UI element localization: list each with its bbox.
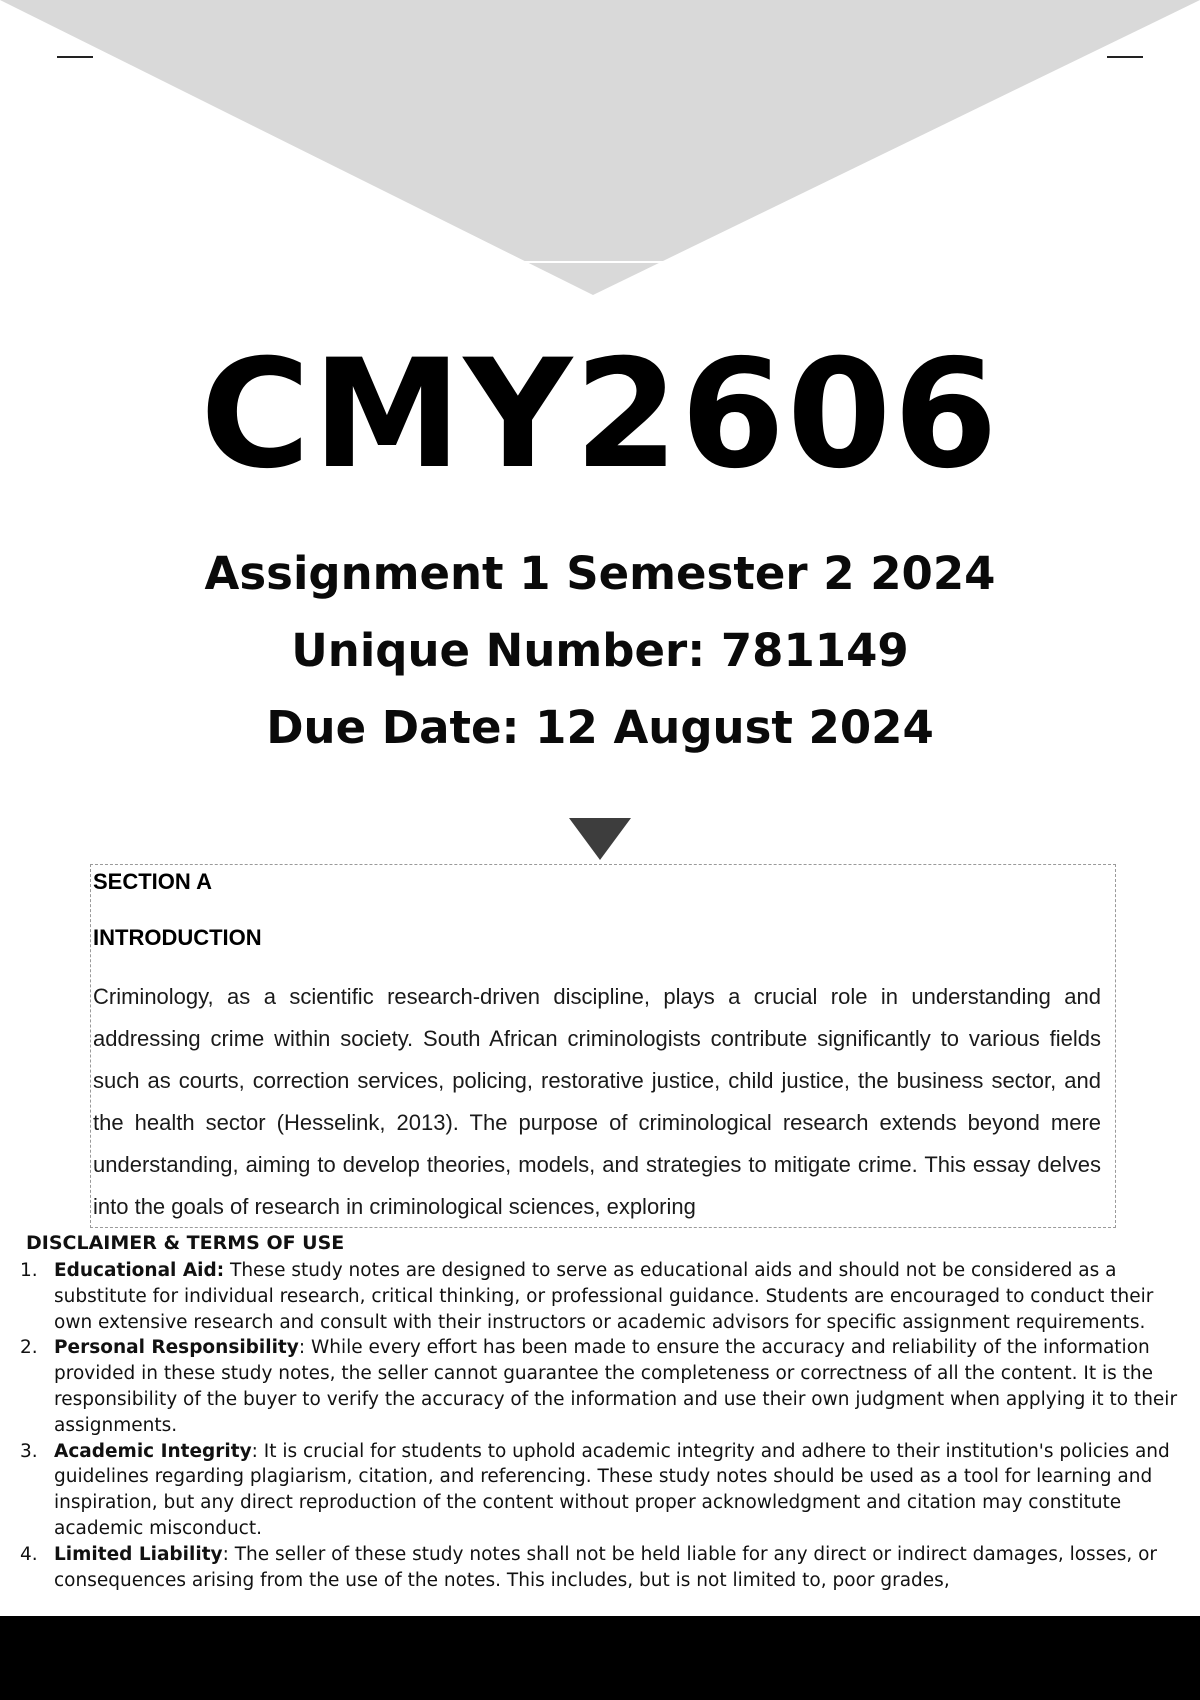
item-text: : It is crucial for students to uphold academic integrity and adhere to their institution's policies and guidelines regarding plagiarism, citation, and referencing. These study notes should be used as a tool for learning and inspiration, but any direct reproduction of the content without proper acknowledgment and citation may constitute academic misconduct. (54, 1440, 1170, 1539)
item-text: : While every effort has been made to ensure the accuracy and reliability of the information provided in these study notes, the seller cannot guarantee the completeness or correctness of all the content. It is the responsibility of the buyer to verify the accuracy of the information and use their own judgment when applying it to their assignments. (54, 1337, 1178, 1436)
course-code-title: CMY2606 (200, 328, 1000, 502)
document-preview (90, 864, 1116, 1228)
unique-number-heading: Unique Number: 781149 (291, 624, 909, 677)
due-date-heading: Due Date: 12 August 2024 (266, 701, 934, 754)
introduction-paragraph: Criminology, as a scientific research-driven discipline, plays a crucial role in understanding and addressing crime within society. South African criminologists contribute significantly to various fields such as courts, correction services, policing, restorative justice, child justice, the business sector, and the health sector (Hesselink, 2013). The purpose of criminological research extends beyond mere understanding, aiming to develop theories, models, and strategies to mitigate crime. This essay delves into the goals of research in criminological sciences, exploring (93, 984, 1101, 1219)
item-term: Limited Liability (54, 1543, 223, 1565)
item-number: 1. (20, 1260, 38, 1281)
disclaimer-item (0, 1439, 1190, 1542)
disclaimer-section (0, 1230, 1200, 1616)
introduction-heading: INTRODUCTION (93, 925, 262, 950)
item-text: These study notes are designed to serve as educational aids and should not be considered as a substitute for individual research, critical thinking, or professional guidance. Students are encouraged to conduct their own extensive research and consult with their instructors or academic advisors for specific assignment requirements. (54, 1260, 1154, 1333)
assignment-heading: Assignment 1 Semester 2 2024 (204, 547, 996, 600)
section-title: SECTION A (93, 869, 212, 894)
item-term: Personal Responsibility (54, 1337, 299, 1359)
item-number: 4. (20, 1543, 38, 1565)
item-term: Academic Integrity (54, 1440, 252, 1462)
item-number: 3. (20, 1440, 38, 1462)
header-banner-shape (0, 0, 1200, 300)
corner-mark-right (1107, 56, 1143, 58)
bottom-black-bar (0, 1616, 1200, 1700)
disclaimer-list (0, 1258, 1190, 1593)
triangle-down-icon (569, 818, 631, 860)
item-number: 2. (20, 1337, 38, 1359)
disclaimer-item (0, 1542, 1190, 1594)
item-text: : The seller of these study notes shall not be held liable for any direct or indirect damages, losses, or consequences arising from the use of the notes. This includes, but is not limited to, poor grades, (54, 1543, 1158, 1591)
disclaimer-title: DISCLAIMER & TERMS OF USE (26, 1232, 345, 1254)
item-term: Educational Aid: (54, 1260, 225, 1281)
corner-mark-left (57, 56, 93, 58)
disclaimer-item (0, 1335, 1190, 1438)
disclaimer-item (0, 1258, 1190, 1335)
